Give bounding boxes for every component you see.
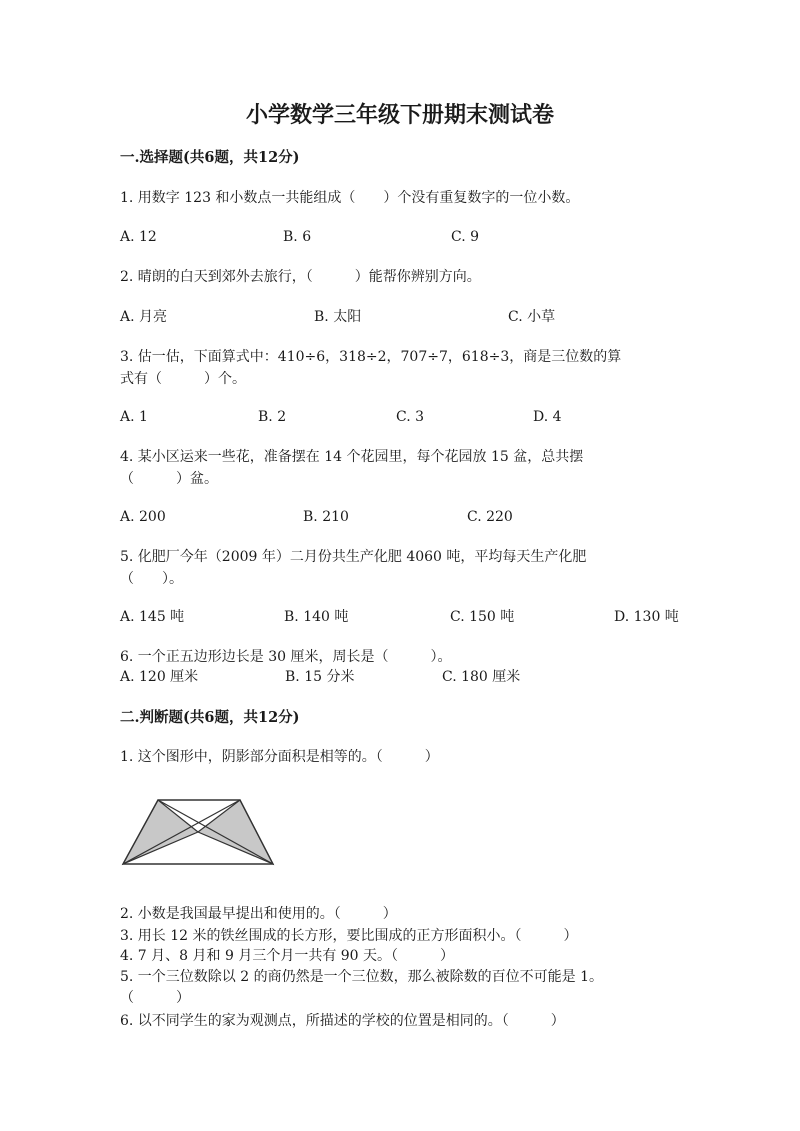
question-4-text-line-1: 4. 某小区运来一些花，准备摆在 14 个花园里，每个花园放 15 盆，总共摆 [120, 449, 584, 465]
question-3-text-line-2: 式有（ ）个。 [120, 371, 246, 387]
judge-6-text: 6. 以不同学生的家为观测点，所描述的学校的位置是相同的。（ ） [120, 1013, 565, 1029]
q3-option-a[interactable]: A. 1 [120, 409, 148, 425]
q1-option-a[interactable]: A. 12 [120, 229, 157, 245]
q2-option-a[interactable]: A. 月亮 [120, 309, 168, 325]
q4-option-a[interactable]: A. 200 [120, 509, 166, 525]
judge-5-text-line-2: （ ） [120, 990, 190, 1006]
question-5-text-line-1: 5. 化肥厂今年（2009 年）二月份共生产化肥 4060 吨，平均每天生产化肥 [120, 549, 587, 565]
judge-2-text: 2. 小数是我国最早提出和使用的。（ ） [120, 906, 397, 922]
q3-option-b[interactable]: B. 2 [258, 409, 287, 425]
q5-option-d[interactable]: D. 130 吨 [614, 609, 679, 625]
judge-4-text: 4. 7 月、8 月和 9 月三个月一共有 90 天。（ ） [120, 948, 455, 964]
judge-5-text-line-1: 5. 一个三位数除以 2 的商仍然是一个三位数，那么被除数的百位不可能是 1。 [120, 969, 603, 985]
q1-option-c[interactable]: C. 9 [451, 229, 480, 245]
q6-option-c[interactable]: C. 180 厘米 [442, 669, 521, 685]
judge-3-text: 3. 用长 12 米的铁丝围成的长方形，要比围成的正方形面积小。（ ） [120, 928, 578, 944]
q6-option-b[interactable]: B. 15 分米 [285, 669, 355, 685]
question-1-text: 1. 用数字 123 和小数点一共能组成（ ）个没有重复数字的一位小数。 [120, 190, 580, 206]
trapezoid-figure [118, 798, 278, 868]
q4-option-b[interactable]: B. 210 [303, 509, 349, 525]
q6-option-a[interactable]: A. 120 厘米 [120, 669, 199, 685]
q5-option-b[interactable]: B. 140 吨 [284, 609, 349, 625]
question-5-text-line-2: （ ）。 [120, 571, 183, 587]
right-shaded-triangle [198, 800, 273, 864]
q3-option-d[interactable]: D. 4 [533, 409, 562, 425]
judge-1-text: 1. 这个图形中，阴影部分面积是相等的。（ ） [120, 749, 439, 765]
left-shaded-triangle [123, 800, 198, 864]
q4-option-c[interactable]: C. 220 [467, 509, 513, 525]
question-6-text: 6. 一个正五边形边长是 30 厘米，周长是（ ）。 [120, 649, 452, 665]
q2-option-c[interactable]: C. 小草 [508, 309, 556, 325]
q3-option-c[interactable]: C. 3 [396, 409, 425, 425]
question-4-text-line-2: （ ）盆。 [120, 471, 218, 487]
section-2-header: 二.判断题(共6题，共12分) [120, 709, 300, 726]
q5-option-c[interactable]: C. 150 吨 [450, 609, 515, 625]
question-2-text: 2. 晴朗的白天到郊外去旅行，（ ）能帮你辨别方向。 [120, 269, 481, 285]
page-title: 小学数学三年级下册期末测试卷 [245, 102, 554, 128]
q2-option-b[interactable]: B. 太阳 [314, 309, 362, 325]
section-1-header: 一.选择题(共6题，共12分) [120, 149, 300, 166]
question-3-text-line-1: 3. 估一估，下面算式中：410÷6，318÷2，707÷7，618÷3，商是三位数的算 [120, 349, 622, 365]
q5-option-a[interactable]: A. 145 吨 [120, 609, 185, 625]
q1-option-b[interactable]: B. 6 [283, 229, 312, 245]
